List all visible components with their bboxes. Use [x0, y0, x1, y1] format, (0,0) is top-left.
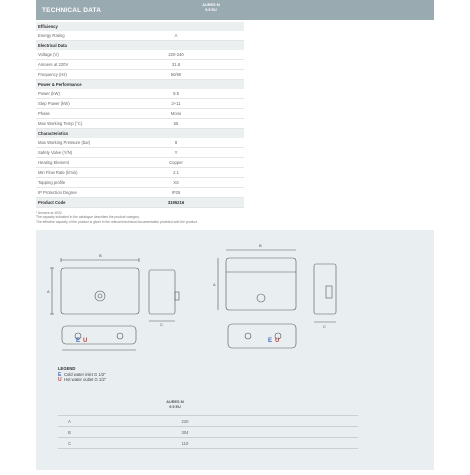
spec-row [36, 99, 244, 109]
header-model-name: AURES M [202, 3, 220, 7]
spec-row [36, 188, 244, 198]
inlet-pipe-2 [245, 333, 251, 339]
technical-data-header [36, 0, 434, 20]
side-connector-2 [326, 286, 332, 298]
dimensions-model-name: AURES M [166, 400, 184, 404]
dimensions-header [58, 395, 358, 416]
dim-label-c: C [160, 322, 163, 327]
heater-side-view-2 [314, 264, 336, 314]
dimensions-model-variant: 9.5 EU [169, 405, 181, 409]
spec-value: 220-240 [168, 52, 184, 57]
dim-label-a: A [213, 282, 216, 287]
spec-value: Copper [169, 160, 183, 165]
spec-value: IP25 [171, 190, 181, 195]
dimension-value: 220 [181, 418, 189, 424]
dimension-row [58, 438, 358, 449]
heater-bottom-view-2 [228, 324, 296, 348]
spec-label: Frequency (Hz) [38, 72, 67, 77]
spec-label: Max Working Temp (°C) [38, 121, 83, 126]
spec-table [36, 22, 244, 208]
spec-row [36, 70, 244, 80]
spec-value: XS [173, 180, 179, 185]
spec-row [36, 60, 244, 70]
heater-bottom-view-1 [62, 326, 136, 344]
legend-item [58, 377, 106, 382]
footnote: * Amoere at 400V [36, 211, 62, 215]
dimension-label: B [68, 429, 71, 435]
spec-row [36, 119, 244, 129]
spec-row [36, 31, 244, 41]
spec-label: Amoere at 220V [38, 62, 69, 67]
header-model-variant: 9.5 EU [205, 8, 217, 12]
dimension-row [58, 427, 358, 438]
header-title: TECHNICAL DATA [42, 6, 102, 14]
spec-value: 2+11 [171, 101, 181, 106]
spec-row [36, 158, 244, 168]
dimension-label: C [68, 440, 72, 446]
dim-label-c: C [323, 324, 326, 329]
spec-value: 9.5 [173, 91, 179, 96]
product-code-row [36, 198, 244, 208]
spec-label: IP Protection Degree [38, 190, 77, 195]
inlet-marker-e: E [76, 338, 81, 344]
spec-value: 50/60 [170, 72, 182, 77]
footnote: The effective capacity of the product is given in the relevant technical documentation provided with the product. [36, 219, 198, 224]
spec-value: 2.1 [173, 170, 179, 175]
spec-row [36, 178, 244, 188]
spec-label: Tapping profile [38, 180, 66, 185]
spec-row [36, 168, 244, 178]
spec-label: Product Code [38, 200, 66, 205]
spec-label: Phase [38, 111, 50, 116]
legend-text-cold: Cold water inlet G 1/2" [64, 372, 106, 377]
spec-label: Power & Performance [38, 82, 82, 87]
legend-marker-cold: E [58, 371, 62, 378]
dimensions-model [158, 400, 192, 410]
legend-title: LEGEND [58, 366, 76, 371]
outlet-marker-u: U [83, 338, 88, 344]
legend-marker-hot: U [58, 376, 62, 383]
side-connector-1 [175, 292, 179, 300]
spec-value: Y [174, 150, 178, 155]
spec-label: Max Working Pressure (bar) [38, 140, 91, 145]
spec-label: Efficiency [38, 24, 58, 29]
spec-label: Electrical Data [38, 43, 67, 48]
spec-row [36, 50, 244, 60]
spec-label: Safety Valve (Y/N) [38, 150, 73, 155]
heater-side-view-1 [149, 270, 175, 314]
spec-section-header [36, 41, 244, 50]
footnotes [36, 211, 286, 224]
spec-label: Min Flow Rate (l/min) [38, 170, 78, 175]
spec-value: 3195216 [167, 200, 185, 205]
dim-label-b: B [99, 253, 102, 258]
dimension-row [58, 416, 358, 427]
dimension-label: A [68, 418, 71, 424]
outlet-pipe-1 [117, 333, 123, 339]
header-model [196, 3, 226, 13]
spec-value: 8 [174, 140, 178, 145]
legend-text-hot: Hot water outlet G 1/2" [64, 377, 107, 382]
inlet-marker-e: E [268, 338, 273, 344]
spec-label: Energy Rating [38, 33, 65, 38]
legend [58, 366, 106, 382]
spec-section-header [36, 129, 244, 138]
spec-row [36, 138, 244, 148]
outlet-marker-u: U [275, 338, 280, 344]
spec-label: Step Power (kW) [38, 101, 70, 106]
spec-label: Voltage (V) [38, 52, 59, 57]
spec-label: Power (kW) [38, 91, 60, 96]
spec-value: A [174, 33, 178, 38]
control-knob-1 [95, 291, 105, 301]
spec-label: Characteristics [38, 131, 69, 136]
spec-section-header [36, 22, 244, 31]
control-knob-2 [257, 294, 265, 302]
spec-row [36, 109, 244, 119]
dimensions-table [58, 395, 358, 449]
spec-row [36, 89, 244, 99]
footnote: The capacity indicated in the catalogue describes the product category. [36, 215, 140, 220]
spec-value: 55 [173, 121, 179, 126]
dim-label-a: A [47, 289, 50, 294]
dimension-value: 304 [181, 429, 189, 435]
spec-section-header [36, 80, 244, 89]
spec-value: Mono [170, 111, 182, 116]
spec-value: 31.8 [171, 62, 181, 67]
spec-row [36, 148, 244, 158]
dimension-value: 110 [181, 440, 189, 446]
control-knob-1-center [98, 294, 102, 298]
dim-label-b: B [259, 243, 262, 248]
spec-label: Heating Element [38, 160, 69, 165]
